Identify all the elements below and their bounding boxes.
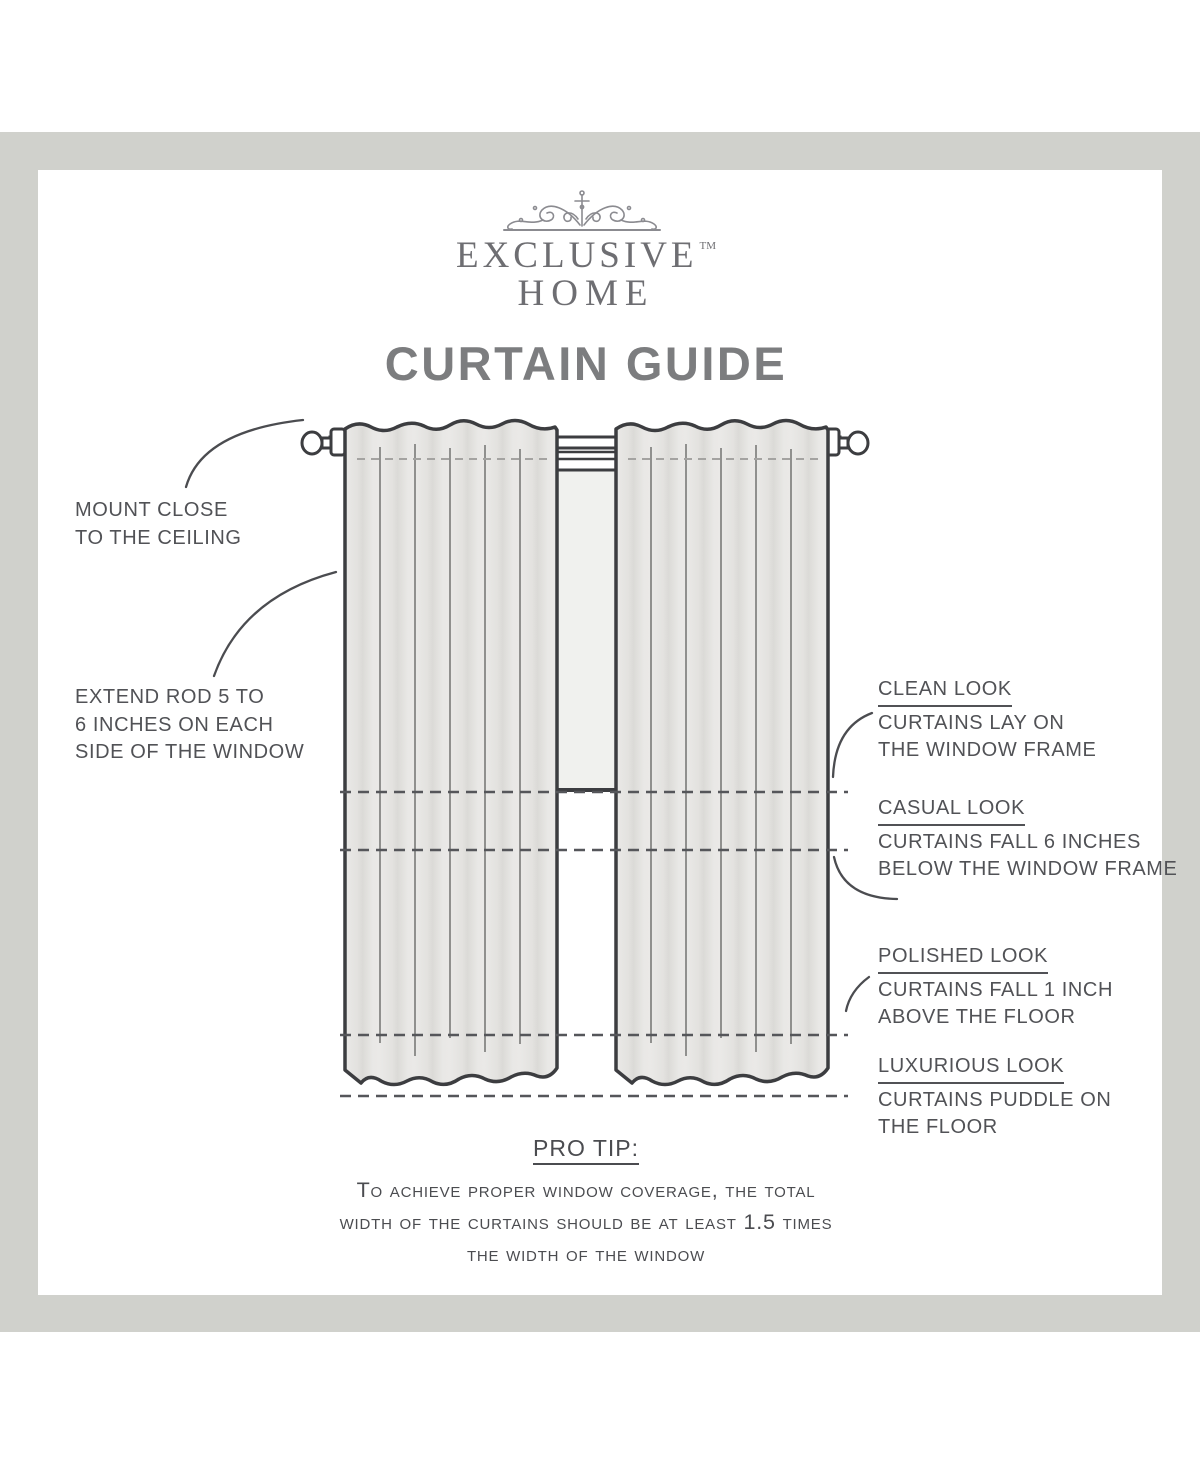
trademark-symbol: TM: [699, 240, 717, 252]
decorative-scroll-ornament-icon: [502, 189, 662, 235]
annotation-polished-look: POLISHED LOOK CURTAINS FALL 1 INCH ABOVE THE FLOOR: [878, 945, 1114, 1028]
annotation-luxurious-look: LUXURIOUS LOOK CURTAINS PUDDLE ON THE FLOOR: [878, 1055, 1112, 1138]
annotation-casual-look: CASUAL LOOK CURTAINS FALL 6 INCHES BELOW THE WINDOW FRAME: [878, 797, 1178, 880]
casual-look-heading: CASUAL LOOK: [878, 795, 1025, 826]
annotation-extend-rod: EXTEND ROD 5 TO 6 INCHES ON EACH SIDE OF THE WINDOW: [75, 686, 305, 763]
luxurious-look-heading: LUXURIOUS LOOK: [878, 1053, 1064, 1084]
polished-look-heading: POLISHED LOOK: [878, 943, 1048, 974]
pro-tip-body: To achieve proper window coverage, the total width of the curtains should be at least 1.5 times the width of the window: [339, 1178, 833, 1266]
brand-name-line2: HOME: [517, 273, 655, 314]
annotation-mount-close: MOUNT CLOSE TO THE CEILING: [75, 499, 242, 549]
clean-look-heading: CLEAN LOOK: [878, 676, 1012, 707]
annotation-clean-look: CLEAN LOOK CURTAINS LAY ON THE WINDOW FRAME: [878, 678, 1097, 761]
page-title: CURTAIN GUIDE: [384, 337, 788, 390]
pro-tip-heading: PRO TIP:: [0, 1135, 1172, 1165]
brand-name-line1: EXCLUSIVE ™: [455, 235, 717, 276]
